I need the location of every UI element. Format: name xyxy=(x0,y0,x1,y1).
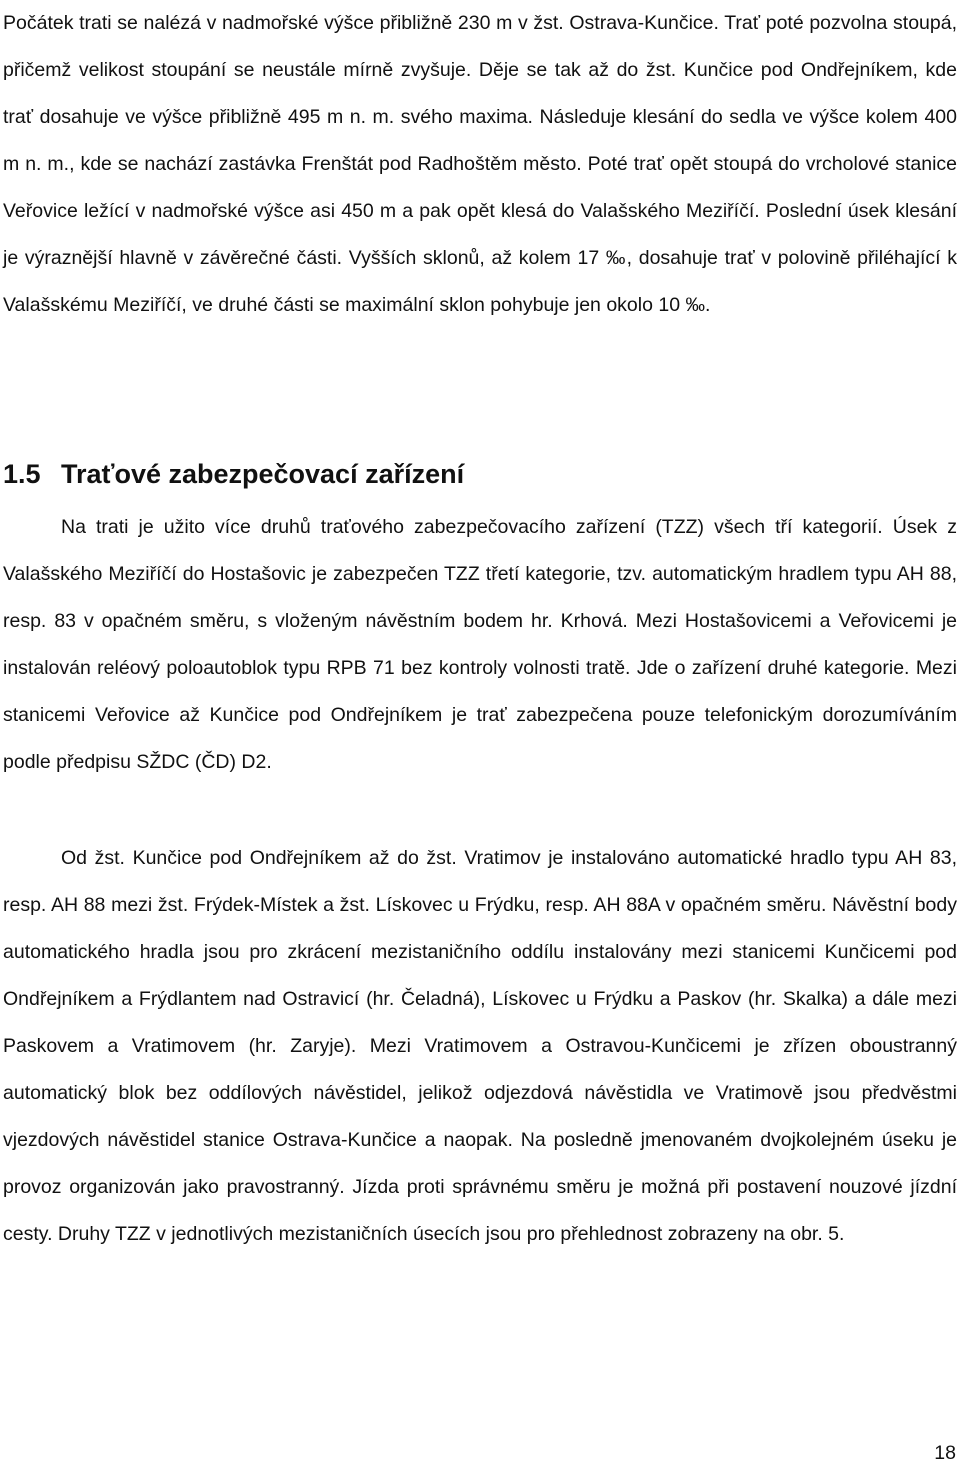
page-number: 18 xyxy=(934,1442,956,1464)
paragraph-tzz-categories: Na trati je užito více druhů traťového zabezpečovacího zařízení (TZZ) všech tří kategorií. Úsek z Valašského Meziříčí do Hostašovic je zabezpečen TZZ třetí kategorie, tzv. automatickým hradlem typu AH 88, resp. 83 v opačném směru, s vloženým návěstním bodem hr. Krhová. Mezi Hostašovicemi a Veřovicemi je instalován reléový poloautoblok typu RPB 71 bez kontroly volnosti tratě. Jde o zařízení druhé kategorie. Mezi stanicemi Veřovice až Kunčice pod Ondřejníkem je trať zabezpečena pouze telefonickým dorozumíváním podle předpisu SŽDC (ČD) D2. xyxy=(3,516,957,773)
section-title: Traťové zabezpečovací zařízení xyxy=(61,459,465,489)
paragraph-automatic-block: Od žst. Kunčice pod Ondřejníkem až do žst. Vratimov je instalováno automatické hradlo typu AH 83, resp. AH 88 mezi žst. Frýdek-Místek a žst. Lískovec u Frýdku, resp. AH 88A v opačném směru. Návěstní body automatického hradla jsou pro zkrácení mezistaničního oddílu instalovány mezi stanicemi Kunčicemi pod Ondřejníkem a Frýdlantem nad Ostravicí (hr. Čeladná), Lískovec u Frýdku a Paskov (hr. Skalka) a dále mezi Paskovem a Vratimovem (hr. Zaryje). Mezi Vratimovem a Ostravou-Kunčicemi je zřízen oboustranný automatický blok bez oddílových návěstidel, jelikož odjezdová návěstidla ve Vratimově jsou předvěstmi vjezdových návěstidel stanice Ostrava-Kunčice a naopak. Na posledně jmenovaném dvojkolejném úseku je provoz organizován jako pravostranný. Jízda proti správnému směru je možná při postavení nouzové jízdní cesty. Druhy TZZ v jednotlivých mezistaničních úsecích jsou pro přehlednost zobrazeny na obr. 5. xyxy=(3,847,957,1245)
section-heading xyxy=(3,448,957,500)
section-number: 1.5 xyxy=(3,459,41,489)
paragraph-track-profile: Počátek trati se nalézá v nadmořské výšce přibližně 230 m v žst. Ostrava-Kunčice. Trať poté pozvolna stoupá, přičemž velikost stoupání se neustále mírně zvyšuje. Děje se tak až do žst. Kunčice pod Ondřejníkem, kde trať dosahuje ve výšce přibližně 495 m n. m. svého maxima. Následuje klesání do sedla ve výšce kolem 400 m n. m., kde se nachází zastávka Frenštát pod Radhoštěm město. Poté trať opět stoupá do vrcholové stanice Veřovice ležící v nadmořské výšce asi 450 m a pak opět klesá do Valašského Meziříčí. Poslední úsek klesání je výraznější hlavně v závěrečné části. Vyšších sklonů, až kolem 17 ‰, dosahuje trať v polovině přiléhající k Valašskému Meziříčí, ve druhé části se maximální sklon pohybuje jen okolo 10 ‰. xyxy=(3,12,957,316)
